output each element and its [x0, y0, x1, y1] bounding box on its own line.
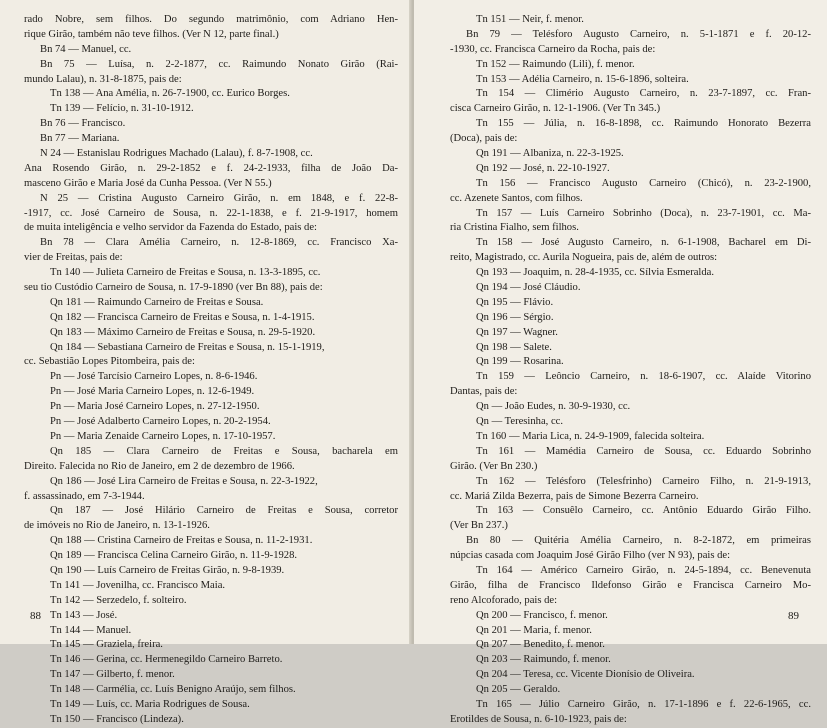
text-line: Pn — Maria José Carneiro Lopes, n. 27-12-1950. — [50, 401, 260, 413]
text-line: Bn 76 — Francisco. — [40, 118, 126, 130]
text-line: Tn 158 — José Augusto Carneiro, n. 6-1-1908, Bacharel em Di- — [476, 237, 811, 249]
text-line: -1917, cc. José Carneiro de Sousa, n. 22-1-1838, e f. 21-9-1917, homem — [24, 207, 398, 219]
text-line: Qn 189 — Francisca Celina Carneiro Girão, n. 11-9-1928. — [50, 550, 298, 562]
text-line: vier de Freitas, pais de: — [24, 252, 123, 264]
text-line: Tn 147 — Gilberto, f. menor. — [50, 669, 175, 681]
text-line: Qn 188 — Cristina Carneiro de Freitas e Sousa, n. 11-2-1931. — [50, 535, 313, 547]
text-line: de imóveis no Rio de Janeiro, n. 13-1-1926. — [24, 520, 210, 532]
text-line: Bn 80 — Quitéria Amélia Carneiro, n. 8-2-1872, em primeiras — [466, 535, 811, 547]
text-line: Bn 78 — Clara Amélia Carneiro, n. 12-8-1869, cc. Francisco Xa- — [40, 237, 398, 249]
text-line: rique Girão, também não teve filhos. (Ver N 12, parte final.) — [24, 28, 279, 40]
text-line: Dantas, pais de: — [450, 386, 518, 398]
text-line: Tn 157 — Luís Carneiro Sobrinho (Doca), n. 23-7-1901, cc. Ma- — [476, 207, 811, 219]
text-line: seu tio Custódio Carneiro de Sousa, n. 17-9-1890 (ver Bn 88), pais de: — [24, 282, 323, 294]
text-line: Qn 186 — José Lira Carneiro de Freitas e Sousa, n. 22-3-1922, — [50, 475, 318, 487]
text-line: Tn 161 — Mamédia Carneiro de Sousa, cc. Eduardo Sobrinho — [476, 445, 811, 457]
text-line: ria Cristina Fialho, sem filhos. — [450, 222, 579, 234]
text-line: Qn 198 — Salete. — [476, 341, 552, 353]
text-line: núpcias casada com Joaquim José Girão Filho (ver N 93), pais de: — [450, 550, 731, 562]
text-line: (Ver Bn 237.) — [450, 520, 508, 532]
text-line: Qn 194 — José Cláudio. — [476, 282, 581, 294]
text-line: reito, Magistrado, cc. Aurila Nogueira, pais de, além de outros: — [450, 252, 718, 264]
text-line: Girão. (Ver Bn 230.) — [450, 460, 538, 472]
page-number-left: 88 — [30, 610, 41, 622]
text-line: Tn 155 — Júlia, n. 16-8-1898, cc. Raimundo Honorato Bezerra — [476, 118, 811, 130]
text-line: Qn 193 — Joaquim, n. 28-4-1935, cc. Sílvia Esmeralda. — [476, 267, 715, 279]
text-line: Bn 79 — Telésforo Augusto Carneiro, n. 5-1-1871 e f. 20-12- — [466, 28, 811, 40]
text-line: reno Alcoforado, pais de: — [450, 594, 558, 606]
text-line: Pn — José Maria Carneiro Lopes, n. 12-6-1949. — [50, 386, 255, 398]
text-line: f. assassinado, em 7-3-1944. — [24, 490, 145, 502]
text-line: Qn 205 — Geraldo. — [476, 684, 561, 696]
text-line: mundo Lalau), n. 31-8-1875, pais de: — [24, 73, 182, 85]
text-line: Bn 75 — Luísa, n. 2-2-1877, cc. Raimundo Nonato Girão (Rai- — [40, 58, 398, 70]
text-line: Qn 187 — José Hilário Carneiro de Freitas e Sousa, corretor — [50, 505, 398, 517]
text-line: Tn 164 — Américo Carneiro Girão, n. 24-5-1894, cc. Benevenuta — [476, 564, 811, 576]
text-line: Qn 191 — Albaniza, n. 22-3-1925. — [476, 148, 624, 160]
text-line: Qn 190 — Luís Carneiro de Freitas Girão, n. 9-8-1939. — [50, 564, 285, 576]
text-line: Tn 153 — Adélia Carneiro, n. 15-6-1896, solteira. — [476, 73, 689, 85]
text-line: Erotildes de Sousa, n. 6-10-1923, pais de: — [450, 713, 627, 725]
text-line: masceno Girão e Maria José da Cunha Pessoa. (Ver N 55.) — [24, 177, 272, 189]
text-line: Tn 144 — Manuel. — [50, 624, 132, 636]
text-line: Qn 184 — Sebastiana Carneiro de Freitas e Sousa, n. 15-1-1919, — [50, 341, 325, 353]
text-line: Qn 204 — Teresa, cc. Vicente Dionísio de Oliveira. — [476, 669, 695, 681]
text-line: Bn 74 — Manuel, cc. — [40, 43, 132, 55]
text-line: cc. Mariá Zilda Bezerra, pais de Simone Bezerra Carneiro. — [450, 490, 699, 502]
text-line: Tn 150 — Francisco (Lindeza). — [50, 713, 184, 725]
text-line: Tn 165 — Júlio Carneiro Girão, n. 17-1-1896 e f. 22-6-1965, cc. — [476, 698, 811, 710]
text-line: Qn 183 — Máximo Carneiro de Freitas e Sousa, n. 29-5-1920. — [50, 326, 316, 338]
left-page — [0, 0, 412, 725]
text-line: Tn 139 — Felício, n. 31-10-1912. — [50, 103, 194, 115]
text-line: Tn 149 — Luís, cc. Maria Rodrigues de Sousa. — [50, 698, 250, 710]
text-line: Qn — João Eudes, n. 30-9-1930, cc. — [476, 401, 631, 413]
text-line: Tn 156 — Francisco Augusto Carneiro (Chicó), n. 23-2-1900, — [476, 177, 811, 189]
text-line: Qn 192 — José, n. 22-10-1927. — [476, 162, 610, 174]
text-line: Tn 152 — Raimundo (Lili), f. menor. — [476, 58, 635, 70]
text-line: N 24 — Estanislau Rodrigues Machado (Lalau), f. 8-7-1908, cc. — [40, 148, 313, 160]
text-line: Direito. Falecida no Rio de Janeiro, em 2 de dezembro de 1966. — [24, 460, 295, 472]
text-line: Qn 185 — Clara Carneiro de Freitas e Sousa, bacharela em — [50, 445, 398, 457]
text-line: Tn 146 — Gerina, cc. Hermenegildo Carneiro Barreto. — [50, 654, 283, 666]
text-line: Girão, filha de Francisco Ildefonso Girão e Francisca Carneiro Mo- — [450, 579, 811, 591]
text-line: Tn 151 — Neir, f. menor. — [476, 14, 584, 25]
text-line: Tn 145 — Graziela, freira. — [50, 639, 163, 651]
text-line: Qn 197 — Wagner. — [476, 326, 558, 338]
text-line: Bn 77 — Mariana. — [40, 133, 120, 145]
text-line: Tn 160 — Maria Lica, n. 24-9-1909, falecida solteira. — [476, 430, 705, 442]
text-line: Tn 162 — Telésforo (Telesfrinho) Carneiro Filho, n. 21-9-1913, — [476, 475, 811, 487]
text-line: Tn 140 — Julieta Carneiro de Freitas e Sousa, n. 13-3-1895, cc. — [50, 267, 321, 279]
text-line: Tn 159 — Leôncio Carneiro, n. 18-6-1907, cc. Alaíde Vitorino — [476, 371, 811, 383]
text-line: Pn — José Adalberto Carneiro Lopes, n. 20-2-1954. — [50, 416, 271, 428]
text-line: Qn 203 — Raimundo, f. menor. — [476, 654, 611, 666]
text-line: Tn 154 — Climério Augusto Carneiro, n. 23-7-1897, cc. Fran- — [476, 88, 811, 100]
text-line: Qn 181 — Raimundo Carneiro de Freitas e Sousa. — [50, 296, 264, 308]
text-line: Tn 141 — Jovenilha, cc. Francisco Maia. — [50, 579, 226, 591]
text-line: (Doca), pais de: — [450, 133, 518, 145]
text-line: Qn 201 — Maria, f. menor. — [476, 624, 592, 636]
text-line: Qn 207 — Benedito, f. menor. — [476, 639, 605, 651]
text-line: Tn 142 — Serzedelo, f. solteiro. — [50, 594, 187, 606]
text-line: cc. Azenete Santos, com filhos. — [450, 192, 583, 204]
text-line: Qn 199 — Rosarina. — [476, 356, 564, 368]
right-page — [414, 0, 827, 725]
right-page-text — [450, 13, 811, 728]
text-line: Tn 143 — José. — [50, 609, 118, 621]
text-line: Qn 182 — Francisca Carneiro de Freitas e Sousa, n. 1-4-1915. — [50, 311, 315, 323]
text-line: cisca Carneiro Girão, n. 12-1-1906. (Ver Tn 345.) — [450, 103, 661, 115]
text-line: de muita inteligência e velho servidor da Fazenda do Estado, pais de: — [24, 222, 317, 234]
text-line: Pn — José Tarcísio Carneiro Lopes, n. 8-6-1946. — [50, 371, 258, 383]
text-line: Tn 163 — Consuêlo Carneiro, cc. Antônio Eduardo Girão Filho. — [476, 505, 811, 517]
left-page-text — [24, 13, 398, 728]
text-line: Qn 200 — Francisco, f. menor. — [476, 609, 608, 621]
page-number-right: 89 — [788, 610, 799, 622]
text-line: Qn — Teresinha, cc. — [476, 416, 564, 428]
text-line: rado Nobre, sem filhos. Do segundo matrimônio, com Adriano Hen- — [24, 14, 398, 25]
text-line: Tn 148 — Carmélia, cc. Luís Benigno Araújo, sem filhos. — [50, 684, 296, 696]
text-line: Qn 195 — Flávio. — [476, 296, 554, 308]
text-line: Qn 196 — Sérgio. — [476, 311, 554, 323]
text-line: cc. Sebastião Lopes Pitombeira, pais de: — [24, 356, 195, 368]
text-line: N 25 — Cristina Augusto Carneiro Girão, n. em 1848, e f. 22-8- — [40, 192, 398, 204]
text-line: Pn — Maria Zenaide Carneiro Lopes, n. 17-10-1957. — [50, 430, 276, 442]
text-line: Tn 138 — Ana Amélia, n. 26-7-1900, cc. Eurico Borges. — [50, 88, 290, 100]
text-line: Ana Rosendo Girão, n. 29-2-1852 e f. 24-2-1933, filha de João Da- — [24, 162, 398, 174]
text-line: -1930, cc. Francisca Carneiro da Rocha, pais de: — [450, 43, 656, 55]
